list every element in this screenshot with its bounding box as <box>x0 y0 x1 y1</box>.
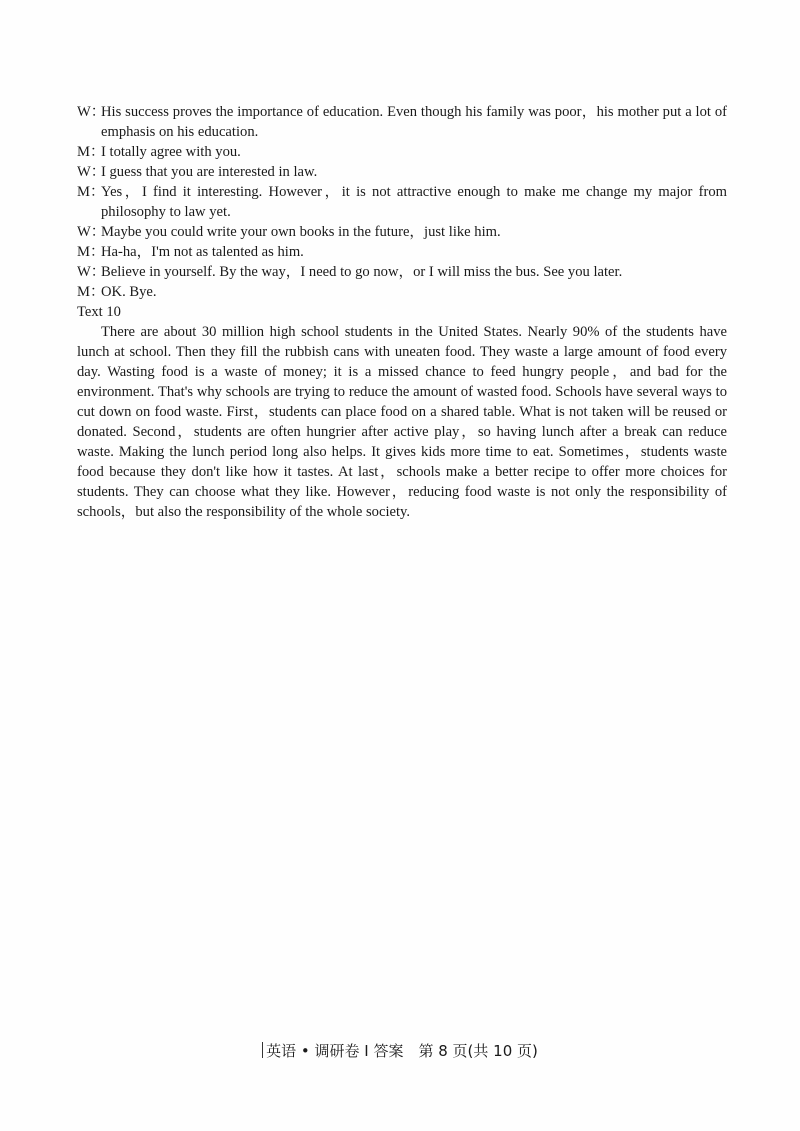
section-title: Text 10 <box>77 304 121 320</box>
dialogue-line-1 <box>77 102 727 142</box>
dialogue-line-2 <box>77 142 727 162</box>
footer-divider <box>262 1042 263 1058</box>
dialogue-line-6 <box>77 242 727 262</box>
speaker-label: W： <box>77 264 106 280</box>
page-footer <box>0 1040 800 1061</box>
speaker-label: M： <box>77 244 105 260</box>
speaker-label: M： <box>77 184 105 200</box>
speaker-label: W： <box>77 104 106 120</box>
speaker-label: M： <box>77 284 105 300</box>
dialogue-text: Maybe you could write your own books in the future，just like him. <box>101 224 501 240</box>
passage-paragraph: There are about 30 million high school students in the United States. Nearly 90% of the students have lunch at school. Then they fill the rubbish cans with uneaten food. They waste a large amount of food every day. Wasting food is a waste of money; it is a missed chance to feed hungry people，and bad for the environment. That's why schools are trying to reduce the amount of wasted food. Schools have several ways to cut down on food waste. First，students can place food on a shared table. What is not taken will be reused or donated. Second，students are often hungrier after active play，so having lunch after a break can reduce waste. Making the lunch period long also helps. It gives kids more time to eat. Sometimes，students waste food because they don't like how it tastes. At last，schools make a better recipe to offer more choices for students. They can choose what they like. However，reducing food waste is not only the responsibility of schools，but also the responsibility of the whole society. <box>77 324 727 520</box>
dialogue-text: Yes，I find it interesting. However，it is not attractive enough to make me change my major from philosophy to law yet. <box>101 184 727 220</box>
footer-text: 英语 • 调研卷 I 答案 第 8 页(共 10 页) <box>266 1042 538 1060</box>
dialogue-text: Ha-ha，I'm not as talented as him. <box>101 244 304 260</box>
dialogue-line-4 <box>77 182 727 222</box>
speaker-label: W： <box>77 224 106 240</box>
page-content <box>77 102 727 522</box>
dialogue-text: OK. Bye. <box>101 284 157 300</box>
dialogue-line-3 <box>77 162 727 182</box>
speaker-label: W： <box>77 164 106 180</box>
dialogue-text: His success proves the importance of education. Even though his family was poor，his mother put a lot of emphasis on his education. <box>101 104 727 140</box>
dialogue-text: I guess that you are interested in law. <box>101 164 318 180</box>
dialogue-line-8 <box>77 282 727 302</box>
dialogue-text: I totally agree with you. <box>101 144 241 160</box>
speaker-label: M： <box>77 144 105 160</box>
dialogue-line-5 <box>77 222 727 242</box>
dialogue-text: Believe in yourself. By the way，I need to go now，or I will miss the bus. See you later. <box>101 264 623 280</box>
dialogue-line-7 <box>77 262 727 282</box>
